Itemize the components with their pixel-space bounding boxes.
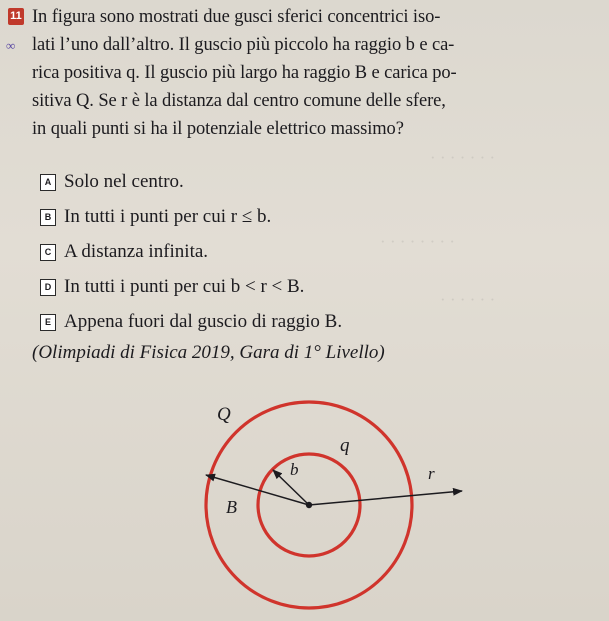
label-Q: Q [217,404,231,425]
bleed-through-text: · · · · · · · [430,148,496,167]
option-text-e: Appena fuori dal guscio di raggio B. [64,311,343,332]
question-line: in quali punti si ha il potenziale elettrico massimo? [32,119,404,139]
option-text-b: In tutti i punti per cui r ≤ b. [64,206,272,227]
option-letter-c: C [40,244,56,261]
option-letter-a: A [40,174,56,191]
source-citation: (Olimpiadi di Fisica 2019, Gara di 1° Livello) [32,342,385,363]
option-text-d: In tutti i punti per cui b < r < B. [64,276,305,297]
question-line: lati l’uno dall’altro. Il guscio più piccolo ha raggio b e ca- [32,35,455,55]
bleed-through-text: · · · · · · [440,290,496,309]
bleed-through-text: · · · · · · · · [380,232,456,251]
label-b: b [290,460,299,479]
option-text-c: A distanza infinita. [64,241,209,262]
difficulty-icon: ∞ [6,38,16,53]
option-letter-e: E [40,314,56,331]
label-r: r [428,464,435,483]
option-text-a: Solo nel centro. [64,171,184,192]
problem-number-badge: 11 [8,8,24,25]
center-point [306,502,312,508]
question-line: sitiva Q. Se r è la distanza dal centro comune delle sfere, [32,91,446,111]
distance-r-arrow [309,491,462,505]
label-B: B [226,497,237,517]
option-letter-d: D [40,279,56,296]
question-line: In figura sono mostrati due gusci sferici concentrici iso- [32,7,441,27]
label-q: q [340,435,350,456]
question-line: rica positiva q. Il guscio più largo ha raggio B e carica po- [32,63,457,83]
option-letter-b: B [40,209,56,226]
